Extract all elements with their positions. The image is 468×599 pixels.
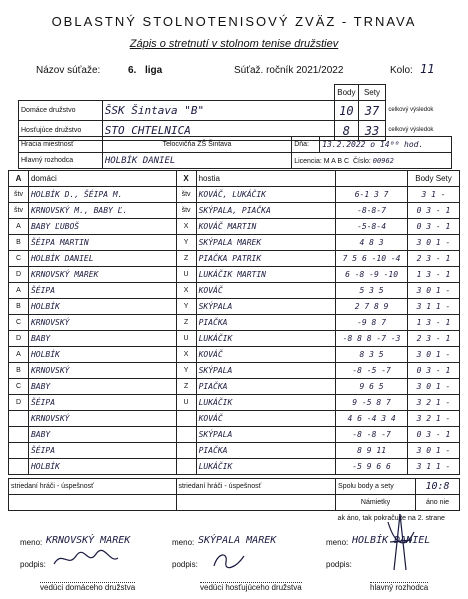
away-player: KOVÁČ [196,347,336,363]
row-mid-label [176,443,196,459]
away-player: KOVÁČ MARTIN [196,219,336,235]
row-result: 3 0 1 - [408,283,460,299]
away-player: SKÝPALA [196,427,336,443]
row-mid-label: Z [176,315,196,331]
col-scores [336,171,408,187]
row-label [9,459,29,475]
row-label: C [9,315,29,331]
home-player: ŠÉIPA [28,283,176,299]
home-player: HOLBÍK [28,459,176,475]
set-scores: -9 8 7 [336,315,408,331]
col-sets: Sety [435,174,452,183]
away-player: SKÝPALA MAREK [196,235,336,251]
match-table [8,170,460,475]
away-player: KOVÁČ [196,283,336,299]
referee-value: HOLBÍK DANIEL [102,153,291,169]
match-row [9,267,460,283]
home-body: 10 [335,101,358,121]
col-points: Body [415,174,434,183]
match-row [9,219,460,235]
set-scores: 4 6 -4 3 4 [336,411,408,427]
match-row [9,395,460,411]
home-name: KRNOVSKÝ MAREK [46,535,131,546]
home-player: BABY [28,331,176,347]
row-result: 0 3 - 1 [408,203,460,219]
row-result: 3 2 1 - [408,395,460,411]
row-result: 3 0 1 - [408,347,460,363]
row-mid-label: Y [176,363,196,379]
set-scores: 2 7 8 9 [336,299,408,315]
match-row [9,251,460,267]
page-title: OBLASTNÝ STOLNOTENISOVÝ ZVÄZ - TRNAVA [51,14,417,29]
round-label: Kolo: [390,65,413,76]
referee-signature [380,512,420,574]
home-player: KRNOVSKÝ M., BABY Ľ. [28,203,176,219]
home-player: ŠÉIPA [28,443,176,459]
namietky-label: Námietky [336,495,416,511]
set-scores: -8 -5 -7 [336,363,408,379]
away-player: PIAČKA [196,379,336,395]
row-result: 0 3 - 1 [408,219,460,235]
row-mid-label: U [176,331,196,347]
col-x: X [176,171,196,187]
away-role: vedúci hosťujúceho družstva [200,583,302,592]
home-player: ŠÉIPA MARTIN [28,235,176,251]
namietky-note: ak áno, tak pokračujte na 2. strane [337,515,445,523]
away-name: SKÝPALA MAREK [198,535,277,546]
namietky-options [416,495,460,511]
home-player: KRNOVSKÝ [28,411,176,427]
row-mid-label [176,459,196,475]
row-mid-label: Y [176,235,196,251]
row-label: B [9,299,29,315]
col-domaci: domáci [28,171,176,187]
home-player: HOLBÍK [28,299,176,315]
away-player: LUKÁČIK [196,459,336,475]
row-mid-label: X [176,283,196,299]
home-sig-label: podpis: [20,560,46,569]
namietky-no: nie [439,499,449,506]
row-result: 1 3 - 1 [408,267,460,283]
row-result: 3 0 1 - [408,443,460,459]
away-player: SKÝPALA [196,299,336,315]
row-mid-label: Z [176,251,196,267]
away-name-label: meno: [172,538,195,547]
home-name-label: meno: [20,538,43,547]
row-mid-label: X [176,347,196,363]
match-row [9,283,460,299]
set-scores: 6 -8 -9 -10 [336,267,408,283]
row-label: C [9,251,29,267]
away-team-label: Hosťujúce družstvo [19,121,103,141]
cislo-value: 00962 [372,156,394,165]
away-player: KOVÁČ [196,411,336,427]
row-label: C [9,379,29,395]
match-row [9,379,460,395]
subs-label-home: striedaní hráči - úspešnosť [9,479,177,495]
body-header: Body [335,85,358,101]
venue-value: Telocvičňa ZŠ Šintava [102,137,291,153]
row-label: D [9,395,29,411]
home-player: HOLBÍK DANIEL [28,251,176,267]
home-player: HOLBÍK D., ŠÉIPA M. [28,187,176,203]
set-scores: -5-8-4 [336,219,408,235]
subs-label-away: striedaní hráči - úspešnosť [176,479,336,495]
row-result: 3 0 1 - [408,235,460,251]
row-result: 0 3 - 1 [408,427,460,443]
away-body: 8 [335,121,358,141]
match-row [9,299,460,315]
away-player: SKÝPALA, PIAČKA [196,203,336,219]
home-player: BABY [28,379,176,395]
row-label: štv [9,203,29,219]
match-row [9,187,460,203]
row-result: 0 3 - 1 [408,363,460,379]
away-player: KOVÁČ, LUKÁČIK [196,187,336,203]
home-player: KRNOVSKÝ MAREK [28,267,176,283]
match-row [9,203,460,219]
match-row [9,459,460,475]
ref-name-label: meno: [326,538,349,547]
home-player: BABY [28,427,176,443]
away-player: PIAČKA PATRIK [196,251,336,267]
row-label: D [9,331,29,347]
home-role: vedúci domáceho družstva [40,583,136,592]
away-player: SKÝPALA [196,363,336,379]
home-sets: 37 [358,101,386,121]
venue-label: Hracia miestnosť [19,137,103,153]
away-result-note: celkový výsledok [388,127,434,133]
sets-header: Sety [358,85,386,101]
referee-label: Hlavný rozhodca [19,153,103,169]
set-scores: -8-8-7 [336,203,408,219]
home-player: KRNOVSKÝ [28,363,176,379]
league-label: Názov súťaže: [36,65,101,76]
col-a: A [9,171,29,187]
row-mid-label: U [176,267,196,283]
away-player: PIAČKA [196,315,336,331]
away-signature [210,548,250,570]
round-value: 11 [420,62,435,76]
spolu-value: 10:8 [416,479,460,495]
row-result: 3 1 1 - [408,459,460,475]
away-player: LUKÁČIK [196,395,336,411]
team-info-table [18,84,452,141]
away-player: LUKÁČIK MARTIN [196,267,336,283]
row-label: štv [9,187,29,203]
home-signature [52,548,122,570]
spolu-label: Spolu body a sety [336,479,416,495]
cislo-label: Číslo: [352,157,371,165]
match-row [9,315,460,331]
set-scores: 7 5 6 -10 -4 [336,251,408,267]
away-player: PIAČKA [196,443,336,459]
home-player: HOLBÍK [28,347,176,363]
match-row [9,411,460,427]
away-team-value: STO CHTELNICA [102,121,334,141]
match-row [9,331,460,347]
league-value: 6. [128,65,137,76]
row-mid-label: štv [176,203,196,219]
row-label: A [9,283,29,299]
match-row [9,443,460,459]
row-result: 2 3 - 1 [408,251,460,267]
row-label [9,411,29,427]
row-label: A [9,219,29,235]
set-scores: 5 3 5 [336,283,408,299]
row-label: D [9,267,29,283]
home-player: KRNOVSKÝ [28,315,176,331]
licence-cell [292,153,452,169]
row-mid-label: U [176,395,196,411]
set-scores: 9 6 5 [336,379,408,395]
ref-role: hlavný rozhodca [370,583,429,592]
set-scores: 8 3 5 [336,347,408,363]
row-mid-label: štv [176,187,196,203]
set-scores: -5 9 6 6 [336,459,408,475]
row-mid-label [176,411,196,427]
row-label [9,443,29,459]
row-result: 3 0 1 - [408,379,460,395]
match-row [9,427,460,443]
ref-sig-label: podpis: [326,560,352,569]
row-result: 1 3 - 1 [408,315,460,331]
match-row [9,363,460,379]
date-label: Dňa: [292,137,320,153]
set-scores: 6-1 3 7 [336,187,408,203]
away-player: LUKÁČIK [196,331,336,347]
home-player: ŠÉIPA [28,395,176,411]
set-scores: 9 -5 8 7 [336,395,408,411]
away-sets: 33 [358,121,386,141]
home-player: BABY ĽUBOŠ [28,219,176,235]
set-scores: 4 8 3 [336,235,408,251]
page-subtitle: Zápis o stretnutí v stolnom tenise družstiev [129,38,339,50]
set-scores: -8 8 8 -7 -3 [336,331,408,347]
row-label: A [9,347,29,363]
date-value: 13.2.2022 o 14⁰⁰ hod. [320,137,452,153]
row-result: 3 1 - [408,187,460,203]
set-scores: 8 9 11 [336,443,408,459]
col-hostia: hostia [196,171,336,187]
match-row [9,347,460,363]
row-mid-label: X [176,219,196,235]
match-rows [9,187,460,475]
home-result-note: celkový výsledok [388,107,434,113]
match-row [9,235,460,251]
home-team-value: ŠSK Šintava "B" [102,101,334,121]
home-team-label: Domáce družstvo [19,101,103,121]
row-mid-label: Y [176,299,196,315]
row-mid-label: Z [176,379,196,395]
licence-label: Licencia: M A B C [294,157,350,165]
away-sig-label: podpis: [172,560,198,569]
row-label: B [9,363,29,379]
row-result: 3 1 1 - [408,299,460,315]
namietky-yes: áno [426,499,438,506]
row-label: B [9,235,29,251]
ref-name: HOLBÍK DANIEL [352,535,431,546]
col-points-sets [408,171,460,187]
row-mid-label [176,427,196,443]
season-label: Súťaž. ročník 2021/2022 [234,65,344,76]
row-result: 2 3 - 1 [408,331,460,347]
row-result: 3 2 1 - [408,411,460,427]
league-suffix: liga [145,65,163,76]
set-scores: -8 -8 -7 [336,427,408,443]
row-label [9,427,29,443]
venue-table [18,136,452,169]
